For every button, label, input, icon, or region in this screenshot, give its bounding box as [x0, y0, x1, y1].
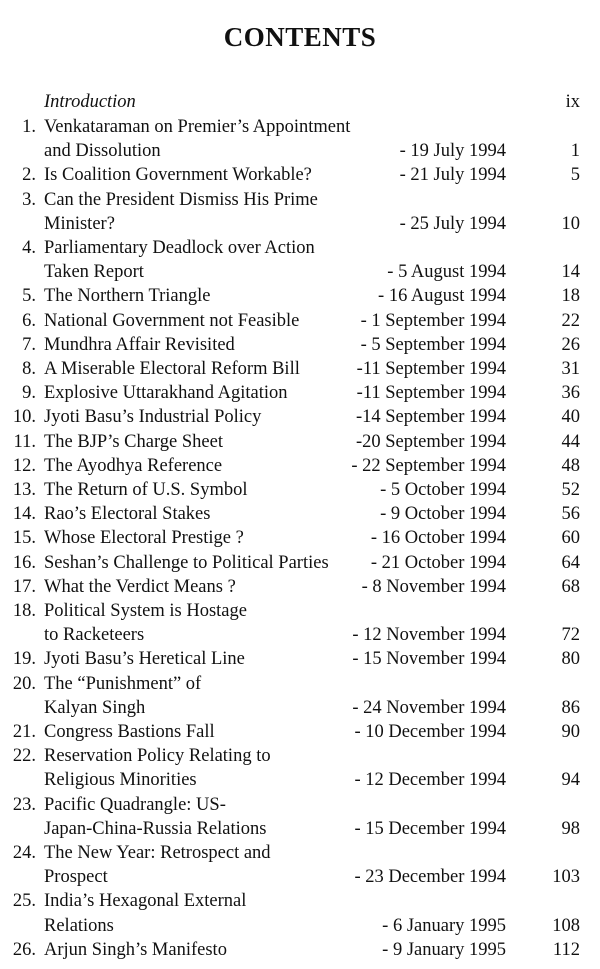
entry-number: 11. — [13, 431, 36, 452]
entry-number: 1. — [22, 117, 36, 137]
toc-entry-line — [0, 115, 600, 139]
entry-title: Mundhra Affair Revisited — [44, 334, 235, 355]
introduction-label: Introduction — [44, 92, 136, 112]
entry-title: A Miserable Electoral Reform Bill — [44, 359, 300, 379]
entry-date: - 5 September 1994 — [360, 334, 506, 355]
entry-date: -20 September 1994 — [355, 431, 506, 452]
page-title: CONTENTS — [223, 22, 377, 52]
entry-page-number: 22 — [561, 310, 580, 331]
toc-entry-line — [0, 381, 600, 405]
toc-entry-line — [0, 865, 600, 889]
entry-title: The BJP’s Charge Sheet — [44, 431, 223, 452]
entry-page-number: 14 — [561, 262, 580, 283]
entry-page-number: 48 — [561, 455, 580, 476]
entry-title: Reservation Policy Relating to — [44, 746, 271, 767]
entry-title: and Dissolution — [44, 141, 161, 162]
toc-entry-line — [0, 914, 600, 938]
entry-number: 16. — [12, 552, 36, 573]
entry-title: The “Punishment” of — [44, 673, 202, 694]
entry-page-number: 31 — [561, 359, 580, 379]
entry-title: Religious Minorities — [44, 770, 197, 791]
entry-title: The Ayodhya Reference — [44, 455, 223, 476]
entry-title: Jyoti Basu’s Industrial Policy — [44, 407, 262, 428]
entry-title: National Government not Feasible — [44, 310, 300, 331]
entry-title: Is Coalition Government Workable? — [44, 165, 312, 186]
entry-title: Relations — [44, 915, 114, 936]
entry-number: 9. — [22, 383, 36, 404]
entry-date: - 1 September 1994 — [360, 310, 506, 331]
entry-number: 19. — [12, 649, 36, 670]
entry-date: - 16 October 1994 — [370, 528, 506, 549]
entry-page-number: 86 — [561, 697, 580, 718]
entry-title: Jyoti Basu’s Heretical Line — [44, 649, 245, 670]
toc-entry-line — [0, 768, 600, 792]
entry-title: Whose Electoral Prestige ? — [44, 528, 244, 549]
entry-date: - 21 October 1994 — [370, 552, 506, 573]
entry-title: Kalyan Singh — [44, 697, 146, 718]
toc-entry-line — [0, 841, 600, 865]
toc-entry-line — [0, 430, 600, 454]
toc-entry-line — [0, 623, 600, 647]
entry-date: - 25 July 1994 — [399, 213, 506, 234]
entry-title: Parliamentary Deadlock over Action — [44, 238, 315, 258]
entry-number: 6. — [22, 310, 36, 331]
entry-number: 3. — [22, 189, 36, 210]
toc-entry-line — [0, 163, 600, 187]
entry-page-number: 94 — [561, 770, 580, 791]
entry-page-number: 5 — [570, 165, 580, 186]
toc-entry-line — [0, 696, 600, 720]
entry-page-number: 90 — [561, 722, 580, 742]
entry-date: - 12 November 1994 — [352, 625, 506, 646]
entry-number: 7. — [22, 334, 36, 355]
entry-date: -11 September 1994 — [356, 383, 506, 404]
entry-date: - 5 October 1994 — [380, 480, 506, 500]
toc-entry-line — [0, 672, 600, 696]
entry-date: - 16 August 1994 — [378, 286, 506, 307]
entry-title: The Northern Triangle — [44, 286, 211, 307]
entry-date: - 19 July 1994 — [399, 141, 506, 162]
entry-title: What the Verdict Means ? — [44, 576, 236, 597]
toc-entry-line — [0, 284, 600, 308]
entry-page-number: 80 — [561, 649, 580, 670]
entry-title: Seshan’s Challenge to Political Parties — [44, 552, 329, 573]
entry-number: 10. — [12, 407, 36, 428]
entry-title: Congress Bastions Fall — [44, 722, 215, 742]
introduction-page-number: ix — [565, 92, 580, 112]
entry-number: 20. — [12, 673, 36, 694]
toc-entry-line — [0, 188, 600, 212]
entry-page-number: 64 — [561, 552, 580, 573]
entry-date: - 15 December 1994 — [354, 818, 506, 839]
entry-number: 8. — [22, 359, 36, 379]
entry-page-number: 112 — [552, 939, 580, 960]
toc-entry-line — [0, 889, 600, 913]
entry-page-number: 40 — [561, 407, 580, 428]
entry-number: 15. — [12, 528, 36, 549]
entry-date: - 24 November 1994 — [352, 697, 506, 718]
toc-entry-line — [0, 309, 600, 333]
toc-entry-line — [0, 502, 600, 526]
entry-date: - 15 November 1994 — [352, 649, 506, 670]
entry-title: India’s Hexagonal External — [44, 891, 247, 912]
toc-introduction — [0, 90, 600, 114]
entry-page-number: 98 — [561, 818, 580, 839]
entry-number: 21. — [12, 722, 36, 742]
entry-title: to Racketeers — [44, 625, 145, 646]
entry-date: - 9 October 1994 — [380, 504, 506, 525]
entry-page-number: 60 — [561, 528, 580, 549]
entry-page-number: 36 — [561, 383, 580, 404]
entry-number: 12. — [12, 455, 36, 476]
entry-page-number: 10 — [561, 213, 580, 234]
entry-date: - 22 September 1994 — [351, 455, 506, 476]
toc-entry-line — [0, 793, 600, 817]
entry-page-number: 1 — [570, 141, 580, 162]
entry-page-number: 103 — [552, 867, 580, 888]
entry-page-number: 108 — [552, 915, 580, 936]
entry-number: 17. — [12, 576, 36, 597]
entry-page-number: 56 — [561, 504, 580, 525]
entry-page-number: 52 — [561, 480, 580, 500]
entry-date: - 8 November 1994 — [361, 576, 506, 597]
entry-title: Can the President Dismiss His Prime — [44, 189, 318, 210]
entry-title: Arjun Singh’s Manifesto — [44, 939, 227, 960]
entry-title: Minister? — [44, 213, 115, 234]
entry-title: Venkataraman on Premier’s Appointment — [44, 117, 351, 137]
entry-title: Rao’s Electoral Stakes — [44, 504, 211, 525]
entry-number: 13. — [12, 480, 36, 500]
toc-entry-line — [0, 139, 600, 163]
toc-entry-line — [0, 551, 600, 575]
toc-entry-line — [0, 236, 600, 260]
entry-page-number: 44 — [561, 431, 580, 452]
toc-entry-line — [0, 817, 600, 841]
toc-entry-line — [0, 575, 600, 599]
toc-entry-line — [0, 212, 600, 236]
entry-date: - 12 December 1994 — [354, 770, 506, 791]
entry-date: - 23 December 1994 — [354, 867, 506, 888]
toc-entry-line — [0, 938, 600, 962]
entry-number: 4. — [22, 238, 36, 258]
toc-entry-line — [0, 526, 600, 550]
entry-title: Prospect — [44, 867, 108, 888]
entry-title: Japan-China-Russia Relations — [44, 818, 267, 839]
entry-number: 2. — [22, 165, 36, 186]
toc-entry-line — [0, 405, 600, 429]
toc-entry-line — [0, 333, 600, 357]
entry-number: 14. — [12, 504, 36, 525]
entry-date: - 5 August 1994 — [387, 262, 506, 283]
entry-number: 22. — [12, 746, 36, 767]
entry-page-number: 26 — [561, 334, 580, 355]
entry-title: Political System is Hostage — [44, 601, 247, 621]
entry-page-number: 18 — [561, 286, 580, 307]
toc-entry-line — [0, 744, 600, 768]
toc-entry-line — [0, 599, 600, 623]
entry-title: Taken Report — [44, 262, 144, 283]
toc-entry-line — [0, 260, 600, 284]
entry-number: 18. — [12, 601, 36, 621]
entry-title: The Return of U.S. Symbol — [44, 480, 248, 500]
entry-number: 5. — [22, 286, 36, 307]
entry-title: Explosive Uttarakhand Agitation — [44, 383, 288, 404]
entry-title: Pacific Quadrangle: US- — [44, 794, 226, 815]
entry-date: - 6 January 1995 — [382, 915, 506, 936]
entry-number: 25. — [12, 891, 36, 912]
toc-entry-line — [0, 357, 600, 381]
toc-entry-line — [0, 647, 600, 671]
entry-page-number: 72 — [561, 625, 580, 646]
entry-number: 23. — [12, 794, 36, 815]
entry-title: The New Year: Retrospect and — [44, 843, 271, 863]
entry-date: - 9 January 1995 — [382, 939, 506, 960]
entry-number: 24. — [12, 843, 36, 863]
entry-date: -11 September 1994 — [356, 359, 506, 379]
toc-entry-line — [0, 478, 600, 502]
entry-date: - 10 December 1994 — [354, 722, 506, 742]
toc-entry-line — [0, 454, 600, 478]
entry-date: -14 September 1994 — [355, 407, 506, 428]
entry-number: 26. — [12, 939, 36, 960]
entry-date: - 21 July 1994 — [399, 165, 506, 186]
entry-page-number: 68 — [561, 576, 580, 597]
toc-entry-line — [0, 720, 600, 744]
